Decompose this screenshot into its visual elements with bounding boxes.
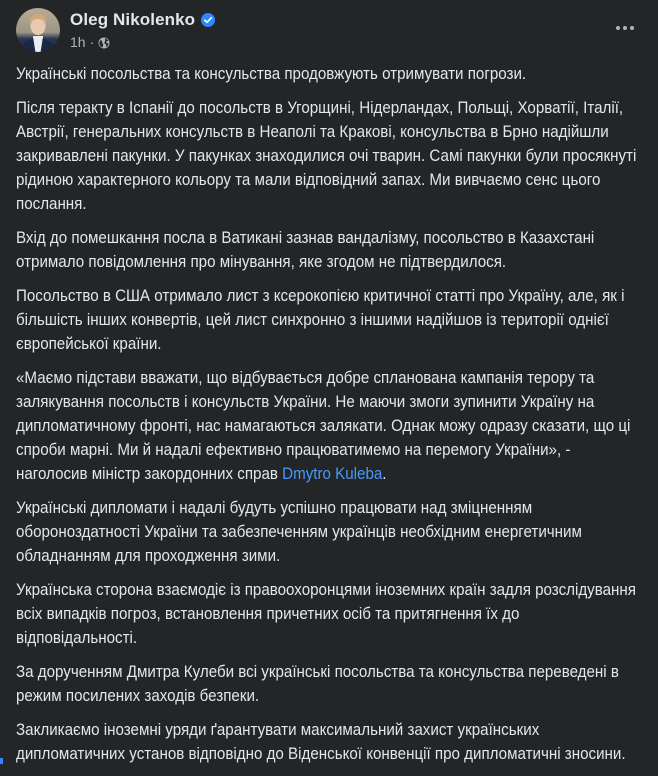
post-paragraph: Закликаємо іноземні уряди ґарантувати максимальний захист українських дипломатичних установ відповідно до Віденської конвенції про дипломатичні зносини. (16, 721, 626, 763)
more-horizontal-icon-dot (630, 26, 634, 30)
post-paragraph: Українські дипломати і надалі будуть успішно працювати над зміцненням обороноздатності України та забезпеченням українців необхідним енергетичним обладнанням для проходження зими. (16, 499, 582, 565)
more-horizontal-icon-dot (623, 26, 627, 30)
author-name-row (70, 9, 215, 31)
quote-suffix: . (382, 465, 387, 483)
post-paragraph: Після теракту в Іспанії до посольств в Угорщині, Нідерландах, Польщі, Хорватії, Італії, Австрії, генеральних консульств в Неаполі та Кракові, консульства в Брно надійшли закривавлені пакунки. У пакунках знаходилися очі тварин. Самі пакунки були просякнуті рідиною характерного кольору та мали відповідний запах. Ми вивчаємо сенс цього послання. (16, 99, 637, 213)
post-paragraph: Українські посольства та консульства продовжують отримувати погрози. (16, 65, 527, 83)
quote-paragraph (16, 366, 641, 486)
avatar-face (31, 19, 45, 35)
header-text (70, 9, 215, 52)
globe-icon[interactable] (98, 36, 110, 48)
post-paragraph: За дорученням Дмитра Кулеби всі українські посольства та консульства переведені в режим посилених заходів безпеки. (16, 663, 619, 705)
post-paragraph: Посольство в США отримало лист з ксерокопією критичної статті про Україну, але, як і більшість інших конвертів, цей лист синхронно з іншими надійшов із території однієї європейської країни. (16, 287, 625, 353)
post-paragraph: Українська сторона взаємодіє із правоохоронцями іноземних країн задля розслідування всіх випадків погроз, встановлення причетних осіб та притягнення їх до відповідальності. (16, 581, 636, 647)
post-meta (70, 32, 215, 52)
quote-text: «Маємо підстави вважати, що відбувається добре спланована кампанія терору та залякування посольств і консульств України. Не маючи змоги зупинити Україну на дипломатичному фронті, нас намагаються залякати. Однак можу одразу сказати, що ці спроби марні. Ми й надалі ефективно працюватимемо на перемогу України», - наголосив міністр закордонних справ (16, 369, 631, 483)
scroll-edge-marker (0, 758, 3, 764)
meta-separator: · (89, 33, 95, 50)
post-timestamp[interactable]: 1h (70, 33, 86, 50)
author-avatar[interactable] (16, 8, 60, 52)
post-body (16, 62, 637, 776)
verified-badge-icon (201, 13, 215, 27)
more-horizontal-icon-dot (616, 26, 620, 30)
mention-link-dmytro-kuleba[interactable]: Dmytro Kuleba (282, 465, 383, 483)
post-paragraph: Вхід до помешкання посла в Ватикані зазнав вандалізму, посольство в Казахстані отримало повідомлення про мінування, яке згодом не підтвердилося. (16, 229, 595, 271)
more-options-button[interactable] (610, 20, 640, 36)
post-header (16, 8, 215, 52)
author-name[interactable]: Oleg Nikolenko (70, 9, 196, 29)
